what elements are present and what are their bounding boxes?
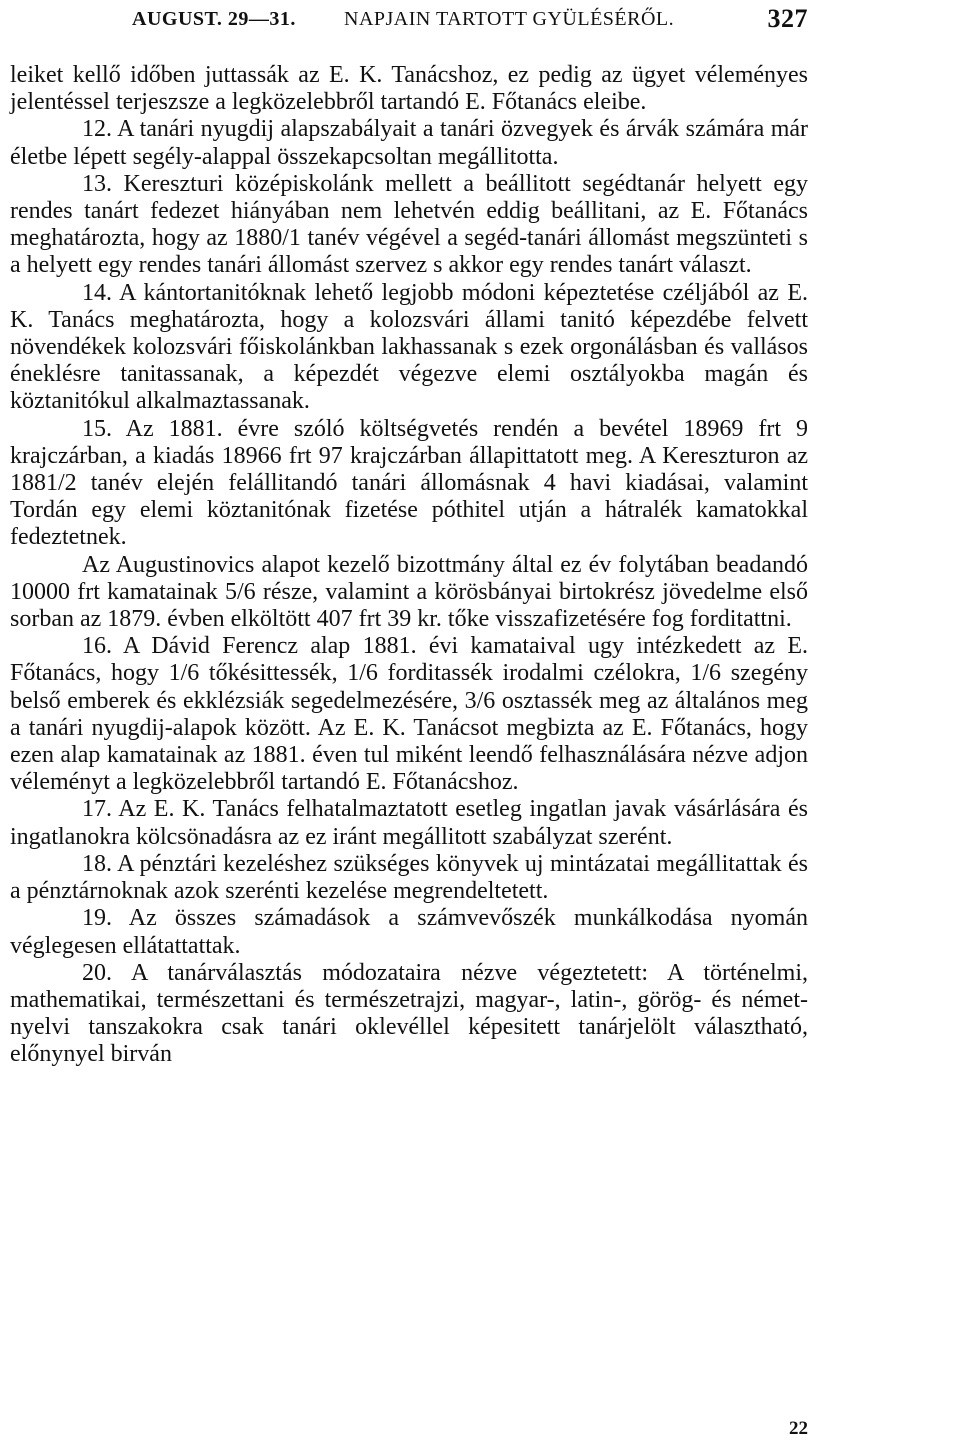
paragraph-17: 17. Az E. K. Tanács felhatalmaztatott esetleg ingatlan javak vásárlására és ingatlanokra kölcsönadásra az ez iránt megállitott szabályzat szerént. (10, 796, 808, 850)
header-title: NAPJAIN TARTOTT GYÜLÉSÉRŐL. (344, 8, 675, 30)
paragraph-20: 20. A tanárválasztás módozataira nézve végeztetett: A történelmi, mathematikai, természettani és természetrajzi, magyar-, latin-, görög- és német-nyelvi tanszakokra csak tanári oklevéllel képesitett tanárjelölt választható, előnynyel birván (10, 959, 808, 1068)
paragraph-15: 15. Az 1881. évre szóló költségvetés rendén a bevétel 18969 frt 9 krajczárban, a kiadás 18966 frt 97 krajczárban állapittatott meg. A Kereszturon az 1881/2 tanév elején felállitandó tanári állomásnak 4 havi kiadásai, valamint Tordán egy elemi köztanitónak fizetése póthitel utján a hátralék kamatokkal fedeztetnek. (10, 415, 808, 551)
running-header (132, 4, 808, 34)
paragraph-13: 13. Kereszturi középiskolánk mellett a beállitott segédtanár helyett egy rendes tanárt fedezet hiányában nem lehetvén eddig beállitani, az E. Főtanács meghatározta, hogy az 1880/1 tanév végével a segéd-tanári állomást megszünteti s a helyett egy rendes tanári állomást szervez s akkor egy rendes tanárt választ. (10, 170, 808, 279)
paragraph-continued: leiket kellő időben juttassák az E. K. Tanácshoz, ez pedig az ügyet véleményes jelentéssel terjeszsze a legközelebbről tartandó E. Főtanács eleibe. (10, 62, 808, 116)
paragraph-19: 19. Az összes számadások a számvevőszék munkálkodása nyomán véglegesen ellátattattak. (10, 905, 808, 959)
page-number: 327 (767, 4, 808, 33)
paragraph-18: 18. A pénztári kezeléshez szükséges könyvek uj mintázatai megállitattak és a pénztárnoknak azok szerénti kezelése megrendeltetett. (10, 850, 808, 905)
paragraph-14: 14. A kántortanitóknak lehető legjobb módoni képeztetése czéljából az E. K. Tanács meghatározta, hogy a kolozsvári állami tanitó képezdébe felvett növendékek kolozsvári főiskolánkban lakhassanak s ezek orgonálásban és vallásos éneklésre tanitassanak, a képezdét végezve elemi osztályokba magán és köztanitókul alkalmaztassanak. (10, 279, 808, 415)
paragraph-12: 12. A tanári nyugdij alapszabályait a tanári özvegyek és árvák számára már életbe lépett segély-alappal összekapcsoltan megállitotta. (10, 116, 808, 170)
paragraph-augustinovics: Az Augustinovics alapot kezelő bizottmány által ez év folytában beadandó 10000 frt kamatainak 5/6 része, valamint a körösbányai birtokrész jövedelme első sorban az 1879. évben elköltött 407 frt 39 kr. tőke visszafizetésére fog forditattni. (10, 551, 808, 633)
body-text (10, 62, 808, 1069)
paragraph-16: 16. A Dávid Ferencz alap 1881. évi kamataival ugy intézkedett az E. Főtanács, hogy 1/6 tőkésittessék, 1/6 forditassék irodalmi czélokra, 1/6 szegény belső emberek és ekklézsiák segedelmezésére, 3/6 osztassék meg az általános meg a tanári nyugdij-alapok között. Az E. K. Tanácsot megbizta az E. Főtanács, hogy ezen alap kamatainak az 1881. éven tul miként leendő felhasználására nézve adjon véleményt a legközelebbről tartandó E. Főtanácshoz. (10, 633, 808, 796)
header-date: AUGUST. 29—31. (132, 8, 296, 30)
signature-mark: 22 (789, 1418, 808, 1439)
